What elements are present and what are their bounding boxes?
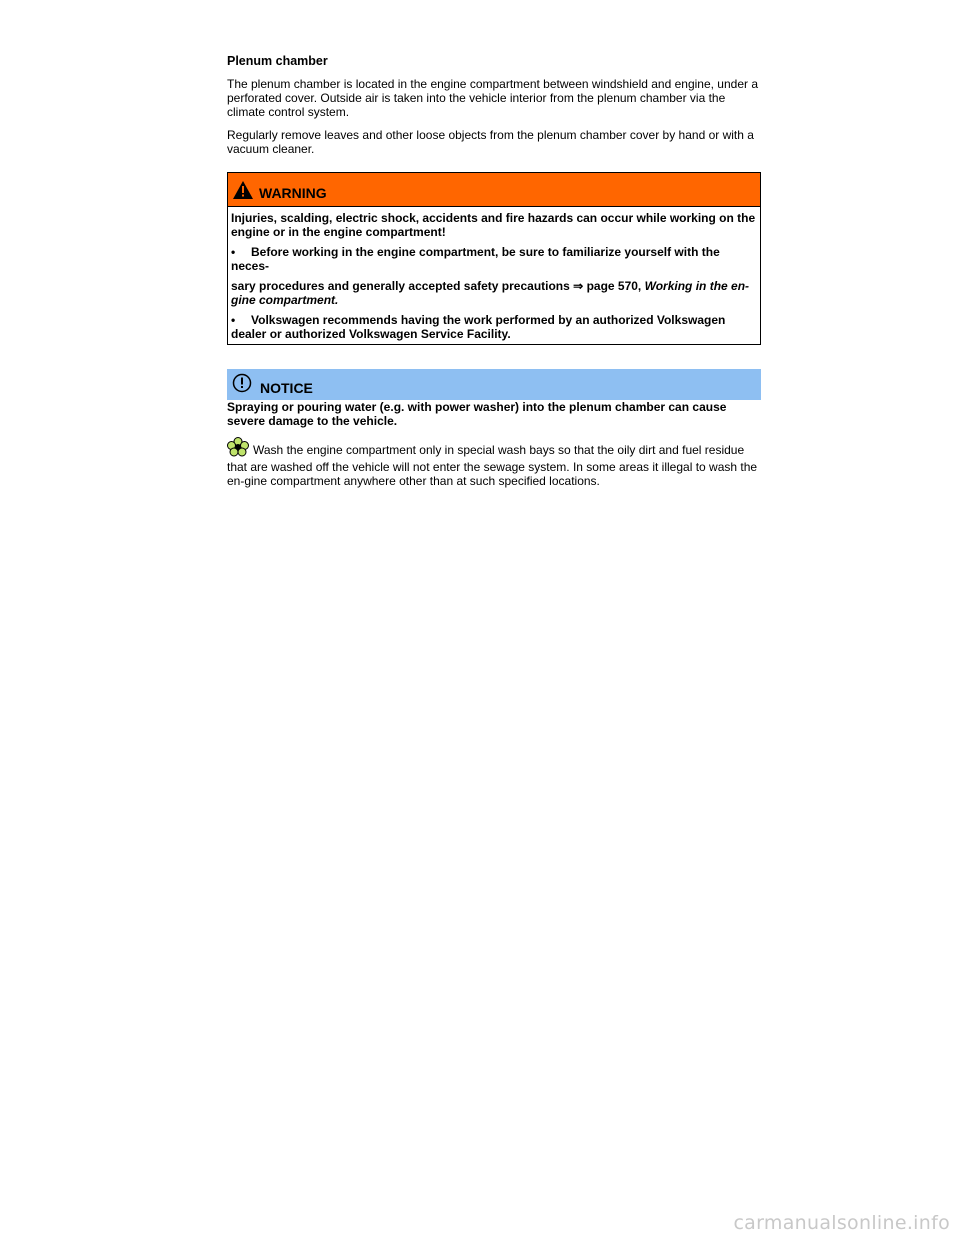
notice-body: Spraying or pouring water (e.g. with power washer) into the plenum chamber can cause severe damage to the vehicle. (227, 400, 727, 428)
paragraph-location: The plenum chamber is located in the engine compartment between windshield and engine, under a perforated cover. Outside air is taken into the vehicle interior from the plenum chamber via the climate control system. (227, 77, 758, 119)
warning-bullet-1-line-1: Before working in the engine compartment, be sure to familiarize yourself with the neces- (231, 245, 720, 273)
section-title: Plenum chamber (227, 54, 328, 68)
warning-intro: Injuries, scalding, electric shock, accidents and fire hazards can occur while working on the engine or in the engine compartment! (231, 211, 756, 239)
watermark-text: carmanualsonline.info (733, 1212, 950, 1234)
bullet-marker: • (231, 245, 236, 259)
warning-body (228, 207, 760, 344)
bullet-marker: • (231, 313, 236, 327)
warning-bullet-2 (231, 313, 757, 341)
warning-bullet-1-continued (231, 279, 757, 307)
warning-header (228, 173, 760, 207)
environment-note (227, 437, 761, 488)
flower-environment-icon (227, 437, 249, 460)
warning-title: WARNING (259, 184, 327, 201)
document-content (227, 54, 761, 497)
warning-bullet-2-text: Volkswagen recommends having the work performed by an authorized Volkswagen dealer or authorized Volkswagen Service Facility. (231, 313, 726, 341)
paragraph-maintenance: Regularly remove leaves and other loose objects from the plenum chamber cover by hand or with a vacuum cleaner. (227, 128, 754, 156)
environment-note-text: Wash the engine compartment only in special wash bays so that the oily dirt and fuel residue that are washed off the vehicle will not enter the sewage system. In some areas it illegal to wash the en-gine compartment anywhere other than at such specified locations. (227, 443, 758, 488)
warning-bullet-1-line-2: sary procedures and generally accepted safety precautions (231, 279, 570, 293)
section-reference-link[interactable]: Working in the en-gine compartment. (231, 279, 750, 307)
warning-bullet-1 (231, 245, 757, 273)
notice-title: NOTICE (260, 379, 313, 396)
warning-triangle-icon (233, 181, 253, 199)
page-reference-link[interactable]: page 570, (586, 279, 642, 293)
warning-box (227, 172, 761, 345)
exclamation-circle-icon (232, 373, 252, 396)
page-link-arrow[interactable]: ⇒ (573, 279, 584, 293)
notice-header (227, 369, 761, 400)
